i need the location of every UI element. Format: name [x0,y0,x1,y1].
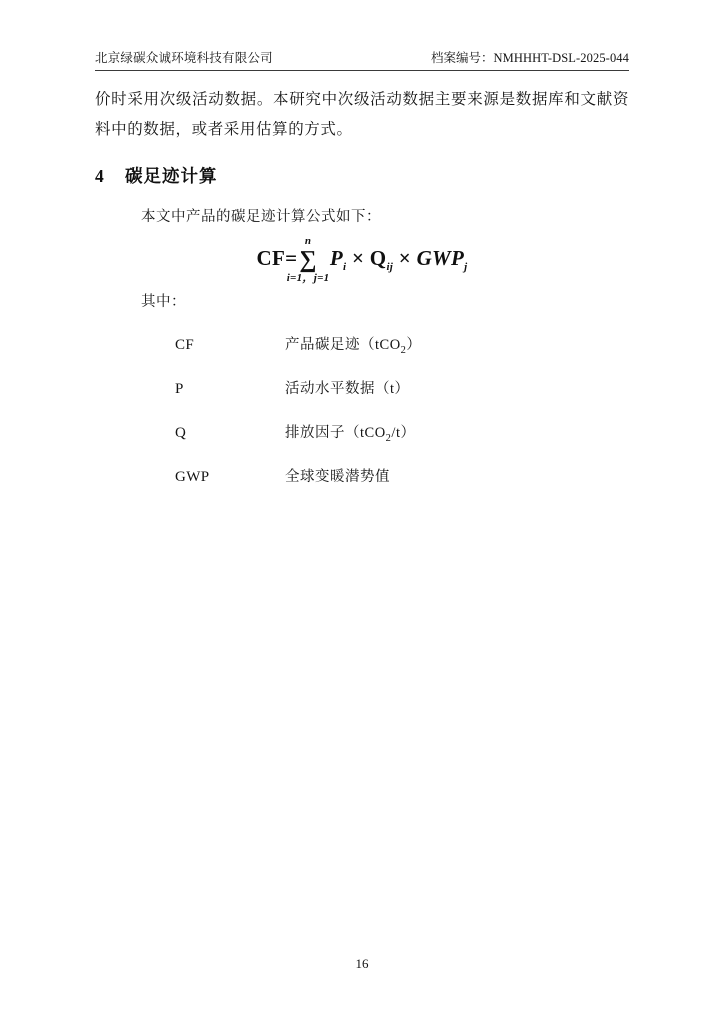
definition-desc-subscript: 2 [400,345,407,357]
definition-term: Q [175,424,187,441]
definition-row [175,421,629,451]
header-company-name: 北京绿碳众诚环境科技有限公司 [95,51,273,65]
formula-term-q-subscript: ij [386,261,394,274]
definition-desc-main: 活动水平数据（t） [285,381,410,398]
section-number: 4 [95,166,105,186]
formula-term-p: P [329,246,344,270]
section-heading [95,163,629,188]
definition-desc-subscript: 2 [385,432,392,444]
definition-description [285,333,629,363]
page-content [95,48,629,495]
definition-row [175,333,629,363]
formula-times-1: × [351,246,365,270]
page-number: 16 [355,956,369,971]
definition-list [175,333,629,495]
archive-label: 档案编号： [431,51,494,65]
sum-upper-limit: n [304,235,312,248]
definition-description [285,465,629,495]
formula-term-p-subscript: i [343,261,347,274]
header-archive [431,48,629,66]
formula-times-2: × [398,246,411,270]
body-paragraph: 价时采用次级活动数据。本研究中次级活动数据主要来源是数据库和文献资料中的数据，或者采用估算的方式。 [95,91,629,138]
formula-term-gwp: GWP [416,246,465,270]
definition-term: CF [175,337,195,354]
where-label: 其中： [141,294,186,311]
page-header [95,48,629,71]
definition-description [285,421,629,451]
definition-row [175,465,629,495]
sum-lower-limit: i=1，j=1 [286,272,330,285]
formula-term-gwp-subscript: j [464,261,468,274]
formula-intro: 本文中产品的碳足迹计算公式如下： [141,209,381,225]
summation-symbol [286,235,330,285]
definition-desc-tail: ） [406,337,422,354]
formula-lhs: CF [256,246,286,270]
definition-desc-main: 产品碳足迹（tCO [285,337,401,354]
sigma-glyph: ∑ [299,247,317,274]
section-title: 碳足迹计算 [125,166,218,186]
archive-code: NMHHHT-DSL-2025-044 [493,51,629,65]
definition-desc-main: 排放因子（tCO [285,424,386,441]
definition-desc-main: 全球变暖潜势值 [285,468,390,485]
definition-term: P [175,381,184,398]
formula-equals: = [285,246,298,270]
definition-row [175,377,629,407]
formula-term-q: Q [369,246,387,270]
definition-description [285,377,629,407]
definition-desc-tail: /t） [391,424,416,441]
carbon-footprint-formula [95,235,629,285]
definition-term: GWP [175,468,210,485]
